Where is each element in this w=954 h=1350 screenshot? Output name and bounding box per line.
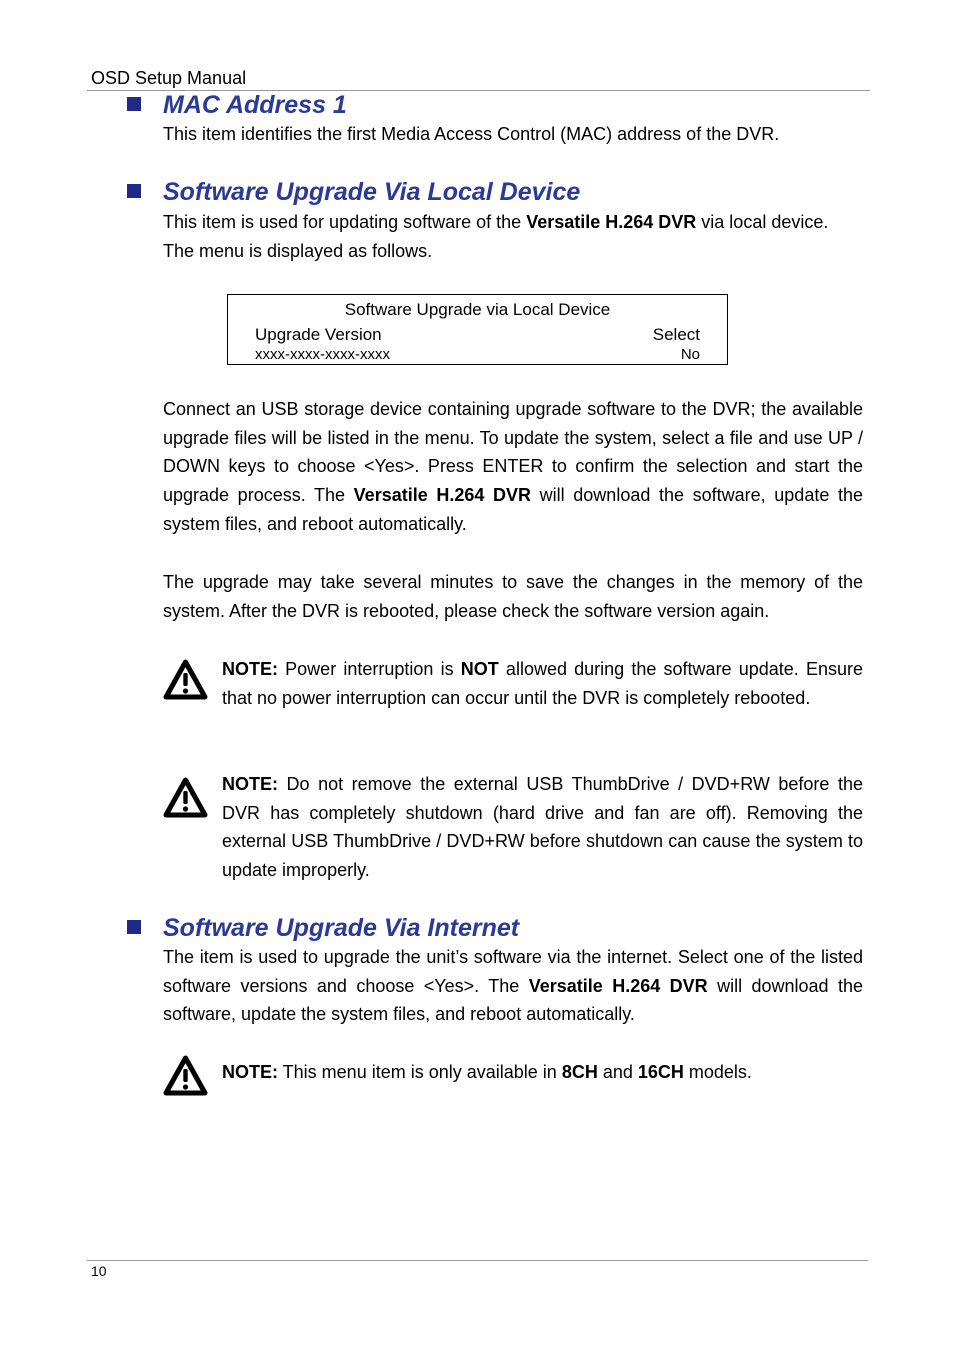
menu-select-value[interactable]: No [680, 346, 700, 363]
running-header: OSD Setup Manual [91, 68, 247, 88]
note-power-interruption: NOTE: Power interruption is NOT allowed during the software update. Ensure that no power interruption can occur until the DVR is completely rebooted. [222, 659, 863, 708]
warning-triangle-icon [162, 776, 209, 820]
square-bullet-icon [127, 184, 141, 198]
footer-divider [87, 1260, 868, 1261]
local-upgrade-paragraph-1: Connect an USB storage device containing upgrade software to the DVR; the available upgrade files will be listed in the menu. To update the system, select a file and use UP / DOWN keys to choose <Yes>. Press ENTER to confirm the selection and start the upgrade process. The Versatile H.264 DVR will download the software, update the system files, and reboot automatically. [163, 399, 863, 534]
osd-menu-box [227, 294, 728, 365]
note-model-availability: NOTE: This menu item is only available in 8CH and 16CH models. [222, 1062, 752, 1082]
note-usb-removal: NOTE: Do not remove the external USB ThumbDrive / DVD+RW before the DVR has completely shutdown (hard drive and fan are off). Removing the external USB ThumbDrive / DVD+RW before shutdown can cause the system to update improperly. [222, 774, 863, 881]
warning-triangle-icon [162, 658, 209, 702]
warning-triangle-icon [162, 1054, 209, 1098]
menu-title: Software Upgrade via Local Device [344, 300, 611, 319]
section-heading-internet-upgrade: Software Upgrade Via Internet [127, 914, 519, 943]
page-number: 10 [91, 1263, 107, 1279]
menu-column-upgrade-version: Upgrade Version [255, 325, 382, 344]
internet-upgrade-description: The item is used to upgrade the unit’s software via the internet. Select one of the listed software versions and choose <Yes>. The Versatile H.264 DVR will download the software, update the system files, and reboot automatically. [163, 947, 863, 1025]
section-heading-local-upgrade: Software Upgrade Via Local Device [127, 178, 580, 207]
menu-version-value[interactable]: xxxx-xxxx-xxxx-xxxx [255, 346, 390, 363]
square-bullet-icon [127, 920, 141, 934]
local-upgrade-paragraph-2: The upgrade may take several minutes to save the changes in the memory of the system. After the DVR is rebooted, please check the software version again. [163, 572, 863, 621]
mac-description: This item identifies the first Media Access Control (MAC) address of the DVR. [163, 124, 780, 144]
menu-column-select: Select [652, 325, 700, 344]
local-upgrade-intro: This item is used for updating software of the Versatile H.264 DVR via local device. The menu is displayed as follows. [163, 212, 829, 261]
square-bullet-icon [127, 97, 141, 111]
section-heading-mac: MAC Address 1 [127, 91, 347, 120]
